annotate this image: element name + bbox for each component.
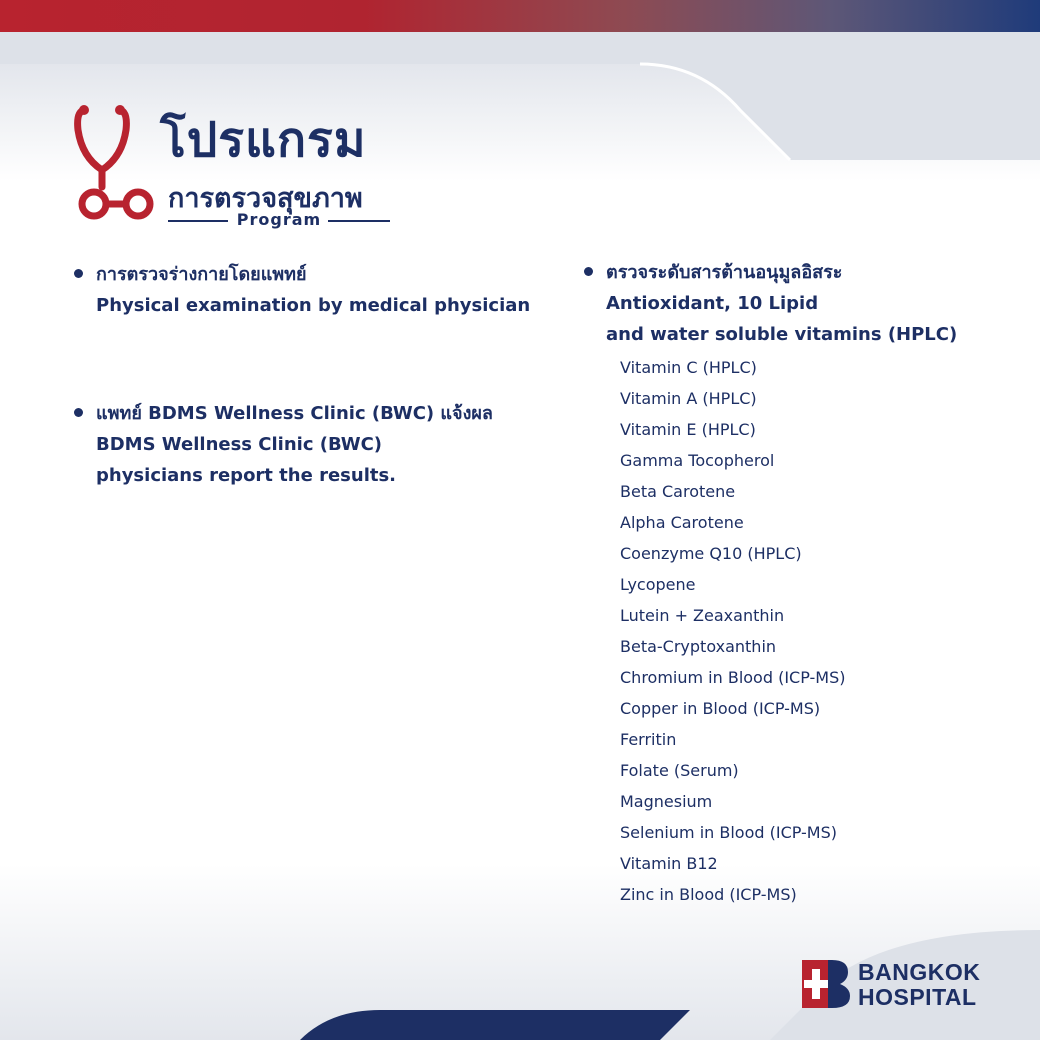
bullet-text	[96, 259, 530, 321]
top-gradient-bar	[0, 0, 1040, 32]
list-item: Chromium in Blood (ICP-MS)	[620, 668, 846, 687]
bangkok-hospital-logo	[802, 960, 1012, 1010]
hospital-cross-icon	[802, 960, 850, 1008]
list-item: Coenzyme Q10 (HPLC)	[620, 544, 802, 563]
list-item: Vitamin C (HPLC)	[620, 358, 757, 377]
list-item: Folate (Serum)	[620, 761, 739, 780]
list-item: Lycopene	[620, 575, 696, 594]
subtitle-en-row	[168, 210, 390, 230]
bullet-en: physicians report the results.	[96, 465, 397, 486]
list-item: Ferritin	[620, 730, 677, 749]
list-item: Zinc in Blood (ICP-MS)	[620, 885, 797, 904]
logo-text	[858, 960, 980, 1010]
bullet-dot	[74, 408, 83, 417]
logo-line-2: HOSPITAL	[858, 984, 977, 1010]
bullet-text	[96, 398, 493, 491]
bullet-dot	[74, 269, 83, 278]
bullet-en: and water soluble vitamins (HPLC)	[606, 324, 958, 345]
stethoscope-icon	[72, 102, 162, 227]
bullet-thai: แพทย์ BDMS Wellness Clinic (BWC) แจ้งผล	[96, 403, 493, 424]
bullet-en: Antioxidant, 10 Lipid	[606, 293, 819, 314]
title-thai: โปรแกรม	[160, 112, 367, 168]
list-item: Beta-Cryptoxanthin	[620, 637, 777, 656]
bullet-thai: การตรวจร่างกายโดยแพทย์	[96, 264, 307, 285]
list-item: Magnesium	[620, 792, 713, 811]
test-items-list	[620, 352, 846, 910]
logo-line-1: BANGKOK	[858, 959, 981, 985]
list-item: Vitamin E (HPLC)	[620, 420, 756, 439]
bullet-en: Physical examination by medical physician	[96, 295, 531, 316]
list-item: Alpha Carotene	[620, 513, 744, 532]
subtitle-en: Program	[236, 210, 322, 229]
subtitle-thai: การตรวจสุขภาพ	[168, 183, 363, 214]
divider-right	[328, 220, 390, 222]
list-item: Vitamin B12	[620, 854, 718, 873]
bullet-en: BDMS Wellness Clinic (BWC)	[96, 434, 383, 455]
bullet-text	[606, 257, 957, 350]
bullet-dot	[584, 267, 593, 276]
list-item: Gamma Tocopherol	[620, 451, 775, 470]
list-item: Selenium in Blood (ICP-MS)	[620, 823, 838, 842]
list-item: Lutein + Zeaxanthin	[620, 606, 785, 625]
list-item: Copper in Blood (ICP-MS)	[620, 699, 821, 718]
bullet-thai: ตรวจระดับสารต้านอนุมูลอิสระ	[606, 262, 843, 283]
list-item: Beta Carotene	[620, 482, 736, 501]
list-item: Vitamin A (HPLC)	[620, 389, 757, 408]
program-header	[72, 102, 412, 232]
